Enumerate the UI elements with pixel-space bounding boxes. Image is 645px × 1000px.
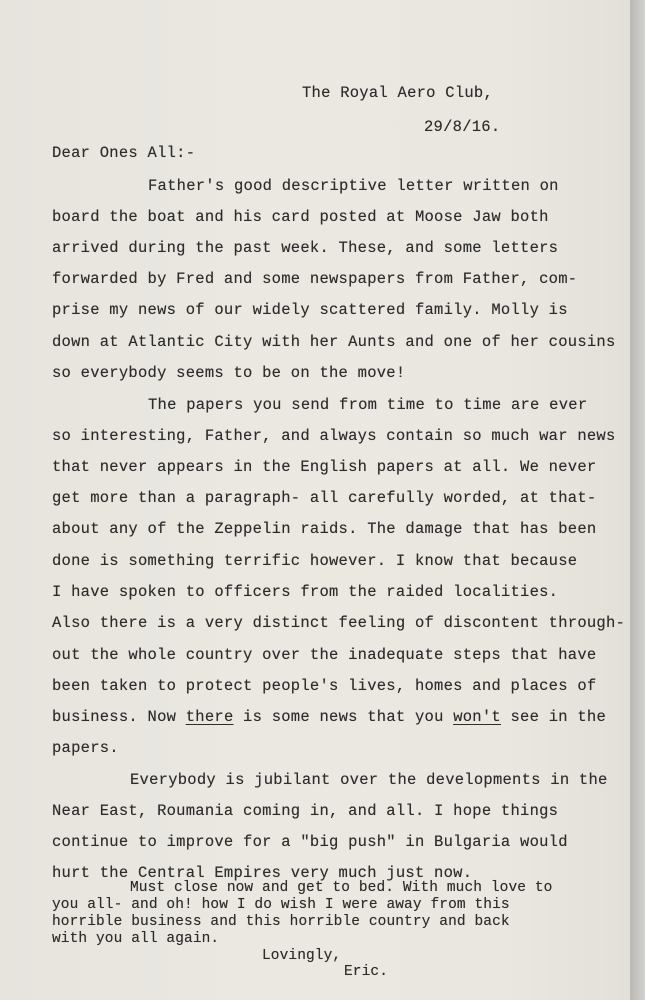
body-line: Everybody is jubilant over the developments in the [130,771,608,789]
body-line: down at Atlantic City with her Aunts and one of her cousins [52,333,616,351]
body-line: Father's good descriptive letter written on [148,177,559,195]
body-line: that never appears in the English papers at all. We never [52,458,597,476]
body-line: been taken to protect people's lives, homes and places of [52,677,597,695]
underlined-word: won't [453,708,501,726]
body-line: Near East, Roumania coming in, and all. I hope things [52,802,559,820]
body-line: hurt the Central Empires very much just now. [52,864,473,882]
body-line: so everybody seems to be on the move! [52,364,406,382]
body-text: see in the [500,708,607,726]
body-line: out the whole country over the inadequate steps that have [52,646,597,664]
body-line: so interesting, Father, and always contain so much war news [52,427,616,445]
letter-date: 29/8/16. [424,118,501,136]
page-edge [630,0,645,1000]
body-line: Also there is a very distinct feeling of discontent through- [52,614,626,632]
body-line: forwarded by Fred and some newspapers from Father, com- [52,270,578,288]
body-line: about any of the Zeppelin raids. The damage that has been [52,520,597,538]
underlined-word: there [185,708,234,726]
body-line: with you all again. [52,931,220,947]
body-line: done is something terrific however. I know that because [52,552,578,570]
body-line: Must close now and get to bed. With much love to [130,880,553,896]
salutation: Dear Ones All:- [52,144,196,162]
signature: Eric. [344,964,389,980]
body-line [52,708,606,726]
body-text: is some news that you [233,708,454,726]
body-text: business. Now [52,708,186,726]
body-line: continue to improve for a "big push" in Bulgaria would [52,833,568,851]
body-line: I have spoken to officers from the raided localities. [52,583,559,601]
closing: Lovingly, [262,948,342,964]
body-line: papers. [52,739,119,757]
letterhead-place: The Royal Aero Club, [302,84,494,102]
body-line: prise my news of our widely scattered family. Molly is [52,301,568,319]
body-line: horrible business and this horrible country and back [52,914,510,930]
body-line: arrived during the past week. These, and some letters [52,239,559,257]
body-line: board the boat and his card posted at Moose Jaw both [52,208,549,226]
body-line: The papers you send from time to time are ever [148,396,588,414]
body-line: you all- and oh! how I do wish I were away from this [52,897,510,913]
body-line: get more than a paragraph- all carefully worded, at that- [52,489,597,507]
